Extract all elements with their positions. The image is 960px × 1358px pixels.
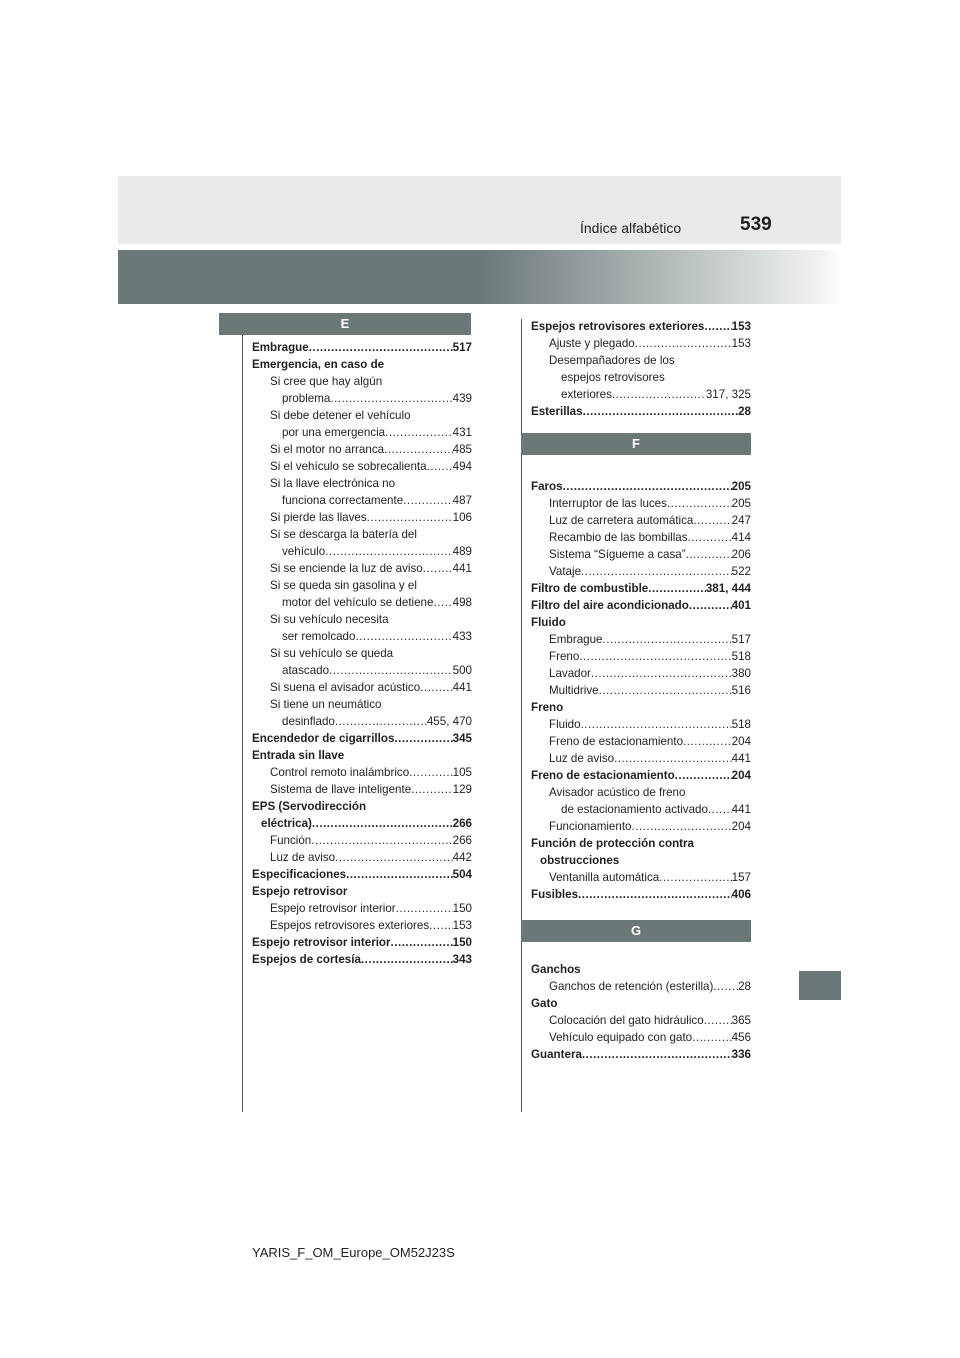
entry-page: 205 [731,480,751,493]
entry-label: Freno [549,650,580,663]
entry-label: Sistema “Sígueme a casa” [549,548,686,561]
dot-leader [583,403,739,420]
entry-label: desinflado [282,715,335,728]
entry-page: 441 [731,752,751,765]
dot-leader [396,900,453,917]
entry-page: 28 [738,980,751,993]
entry-page: 204 [731,769,751,782]
entry-page: 456 [731,1031,751,1044]
index-entry [252,594,472,611]
index-entry [252,866,472,883]
index-entry [252,798,472,815]
entry-page: 485 [452,443,472,456]
entry-page: 518 [731,650,751,663]
entry-page: 266 [452,817,472,830]
dot-leader [427,458,453,475]
header-title: Índice alfabético [580,220,682,236]
entry-label: Ajuste y plegado [549,337,635,350]
entry-label: Si pierde las llaves [270,511,367,524]
index-entry [252,441,472,458]
index-entry [252,934,472,951]
entry-label: Emergencia, en caso de [252,358,385,371]
index-entry [531,369,751,386]
entry-label: Fluido [549,718,581,731]
index-entry [252,458,472,475]
entry-label: Filtro de combustible [531,582,649,595]
entry-label: exteriores [561,388,612,401]
entry-page: 498 [452,596,472,609]
index-entry [531,478,751,495]
entry-label: Si el vehículo se sobrecalienta [270,460,427,473]
entry-page: 517 [452,341,472,354]
index-entry [252,849,472,866]
entry-label: Sistema de llave inteligente [270,783,412,796]
entry-label: Multidrive [549,684,599,697]
entry-page: 157 [731,871,751,884]
index-entry [531,580,751,597]
entry-label: Si el motor no arranca [270,443,385,456]
index-entry [531,1012,751,1029]
entry-label: Vataje [549,565,582,578]
entry-label: obstrucciones [540,854,620,867]
entry-label: Embrague [549,633,603,646]
dot-leader [635,335,732,352]
entry-page: 442 [452,851,472,864]
entry-label: Esterillas [531,405,583,418]
index-entry [252,373,472,390]
dot-leader [384,441,453,458]
entry-label: Fluido [531,616,566,629]
entry-page: 150 [452,936,472,949]
entry-page: 516 [731,684,751,697]
entry-page: 455, 470 [426,715,472,728]
index-entry [252,407,472,424]
dot-leader [713,978,738,995]
entry-label: por una emergencia [282,426,386,439]
dot-leader [325,543,452,560]
letter-heading-g: G [521,920,751,942]
entry-label: Avisador acústico de freno [549,786,686,799]
entry-label: Especificaciones [252,868,347,881]
entry-label: Si se descarga la batería del [270,528,417,541]
entry-page: 406 [731,888,751,901]
entry-label: Filtro del aire acondicionado [531,599,689,612]
index-entry [252,475,472,492]
index-entry [252,390,472,407]
entry-label: Si se queda sin gasolina y el [270,579,417,592]
index-entry [531,767,751,784]
entry-page: 343 [452,953,472,966]
entry-page: 381, 444 [705,582,751,595]
dot-leader [385,424,453,441]
entry-label: ser remolcado [282,630,356,643]
index-entry [531,978,751,995]
entry-label: Colocación del gato hidráulico [549,1014,704,1027]
entry-page: 153 [731,320,751,333]
index-entry [531,852,751,869]
entry-label: Ganchos [531,963,581,976]
index-entry [531,733,751,750]
dot-leader [335,849,453,866]
dot-leader [312,815,453,832]
entry-label: Entrada sin llave [252,749,345,762]
entry-page: 150 [452,902,472,915]
entry-page: 204 [731,820,751,833]
entry-page: 336 [731,1048,751,1061]
index-entry [531,386,751,403]
dot-leader [648,580,706,597]
entry-label: Ganchos de retención (esterilla) [549,980,714,993]
index-entry [531,869,751,886]
dot-leader [693,512,731,529]
entry-label: Recambio de las bombillas [549,531,688,544]
index-entry [252,560,472,577]
dot-leader [582,1046,732,1063]
dot-leader [599,682,732,699]
entry-label: motor del vehículo se detiene [282,596,434,609]
dot-leader [708,801,732,818]
entry-label: Función de protección contra [531,837,694,850]
index-entry [531,886,751,903]
index-entry [531,529,751,546]
dot-leader [311,832,452,849]
entry-page: 439 [452,392,472,405]
dot-leader [632,818,732,835]
entry-page: 345 [452,732,472,745]
index-entry [531,716,751,733]
dot-leader [581,716,732,733]
index-entry [252,713,472,730]
letter-heading-f: F [521,433,751,455]
index-entry [531,352,751,369]
index-entry [531,631,751,648]
entry-page: 247 [731,514,751,527]
entry-label: Si tiene un neumático [270,698,382,711]
entry-page: 489 [452,545,472,558]
index-entry [252,356,472,373]
index-entry [531,318,751,335]
entry-label: Si su vehículo se queda [270,647,394,660]
index-entry [252,526,472,543]
index-entry [531,784,751,801]
dot-leader [688,529,732,546]
index-entry [531,335,751,352]
dot-leader [591,665,732,682]
index-entry [531,495,751,512]
entry-label: Faros [531,480,563,493]
index-entry [531,614,751,631]
entry-label: Si debe detener el vehículo [270,409,411,422]
entry-page: 266 [452,834,472,847]
entry-label: Embrague [252,341,309,354]
index-entry [252,492,472,509]
column-divider-left [242,319,243,1112]
entry-page: 205 [731,497,751,510]
index-entry [252,900,472,917]
index-entry [252,645,472,662]
index-entry [252,339,472,356]
entry-label: Si su vehículo necesita [270,613,389,626]
entry-label: espejos retrovisores [561,371,665,384]
index-entry [252,730,472,747]
entry-label: Luz de carretera automática [549,514,694,527]
entry-page: 441 [452,562,472,575]
index-entry [252,764,472,781]
dot-leader [581,563,732,580]
entry-page: 441 [452,681,472,694]
entry-page: 28 [738,405,751,418]
dot-leader [355,628,452,645]
entry-label: Lavador [549,667,591,680]
entry-page: 317, 325 [705,388,751,401]
dot-leader [335,713,427,730]
dot-leader [329,662,453,679]
dot-leader [686,546,732,563]
entry-label: Espejos retrovisores exteriores [270,919,430,932]
entry-page: 500 [452,664,472,677]
entry-page: 522 [731,565,751,578]
entry-page: 365 [731,1014,751,1027]
dot-leader [330,390,452,407]
entry-label: Espejo retrovisor interior [270,902,396,915]
entry-label: Interruptor de las luces [549,497,667,510]
dot-leader [578,886,732,903]
index-entry [252,577,472,594]
entry-page: 106 [452,511,472,524]
entry-label: Luz de aviso [270,851,336,864]
entry-label: Función [270,834,312,847]
section-tab [799,971,841,1000]
dot-leader [411,781,453,798]
dot-leader [403,492,452,509]
dot-leader [603,631,732,648]
entry-label: Espejos retrovisores exteriores [531,320,705,333]
entry-page: 431 [452,426,472,439]
dot-leader [704,318,731,335]
dot-leader [704,1012,732,1029]
index-entry [531,665,751,682]
dot-leader [361,951,453,968]
entry-label: Funcionamiento [549,820,632,833]
entry-page: 153 [731,337,751,350]
dot-leader [612,386,706,403]
index-column-left [252,339,472,968]
dot-leader [692,1029,732,1046]
index-entry [531,961,751,978]
index-entry [252,509,472,526]
entry-page: 105 [452,766,472,779]
index-entry [252,424,472,441]
entry-page: 380 [731,667,751,680]
index-entry [531,682,751,699]
entry-label: Si cree que hay algún [270,375,383,388]
entry-label: Si la llave electrónica no [270,477,396,490]
index-entry [531,563,751,580]
dot-leader [659,869,731,886]
index-entry [531,648,751,665]
index-entry [531,995,751,1012]
entry-label: EPS (Servodirección [252,800,367,813]
entry-label: Si se enciende la luz de aviso [270,562,423,575]
entry-label: Guantera [531,1048,582,1061]
entry-label: Fusibles [531,888,579,901]
header-band [118,176,841,244]
dot-leader [429,917,453,934]
entry-label: de estacionamiento activado [561,803,708,816]
gradient-band [118,250,841,304]
entry-page: 206 [731,548,751,561]
index-entry [531,699,751,716]
index-entry [531,801,751,818]
entry-label: problema [282,392,331,405]
dot-leader [689,597,732,614]
index-entry [531,597,751,614]
entry-label: Espejo retrovisor [252,885,348,898]
dot-leader [579,648,731,665]
entry-page: 504 [452,868,472,881]
dot-leader [667,495,732,512]
entry-label: Si suena el avisador acústico [270,681,421,694]
index-entry [252,747,472,764]
dot-leader [309,339,453,356]
index-entry [531,1046,751,1063]
index-entry [252,696,472,713]
index-entry [252,951,472,968]
entry-page: 153 [452,919,472,932]
index-entry [252,628,472,645]
entry-label: Freno [531,701,564,714]
dot-leader [563,478,732,495]
dot-leader [346,866,453,883]
entry-page: 518 [731,718,751,731]
index-entry [252,543,472,560]
index-entry [252,917,472,934]
entry-label: vehículo [282,545,326,558]
entry-page: 401 [731,599,751,612]
entry-label: Vehículo equipado con gato [549,1031,693,1044]
dot-leader [409,764,452,781]
index-entry [531,512,751,529]
dot-leader [683,733,732,750]
entry-label: Espejos de cortesía [252,953,361,966]
entry-label: Freno de estacionamiento [531,769,675,782]
index-entry [531,750,751,767]
entry-page: 487 [452,494,472,507]
index-entry [531,546,751,563]
index-entry [252,883,472,900]
footer-code: YARIS_F_OM_Europe_OM52J23S [252,1245,455,1260]
entry-label: Luz de aviso [549,752,615,765]
entry-page: 204 [731,735,751,748]
dot-leader [394,730,452,747]
page-number: 539 [740,214,772,235]
entry-page: 129 [452,783,472,796]
index-entry [252,611,472,628]
letter-heading-e: E [219,313,471,335]
dot-leader [391,934,453,951]
entry-page: 494 [452,460,472,473]
index-entry [252,679,472,696]
entry-label: Espejo retrovisor interior [252,936,391,949]
entry-label: Freno de estacionamiento [549,735,684,748]
entry-label: Encendedor de cigarrillos [252,732,395,745]
entry-label: Ventanilla automática [549,871,660,884]
index-entry [252,662,472,679]
entry-page: 433 [452,630,472,643]
dot-leader [423,560,453,577]
entry-page: 441 [731,803,751,816]
index-entry [252,781,472,798]
entry-page: 414 [731,531,751,544]
index-entry [531,835,751,852]
index-column-right [531,318,751,1063]
entry-label: eléctrica) [261,817,312,830]
index-entry [531,1029,751,1046]
dot-leader [420,679,452,696]
index-entry [252,815,472,832]
entry-label: Gato [531,997,558,1010]
index-entry [531,403,751,420]
entry-label: atascado [282,664,330,677]
dot-leader [367,509,453,526]
index-entry [531,818,751,835]
dot-leader [433,594,452,611]
index-entry [252,832,472,849]
entry-label: funciona correctamente [282,494,404,507]
entry-page: 517 [731,633,751,646]
entry-label: Desempañadores de los [549,354,675,367]
dot-leader [675,767,732,784]
entry-label: Control remoto inalámbrico [270,766,410,779]
dot-leader [614,750,732,767]
